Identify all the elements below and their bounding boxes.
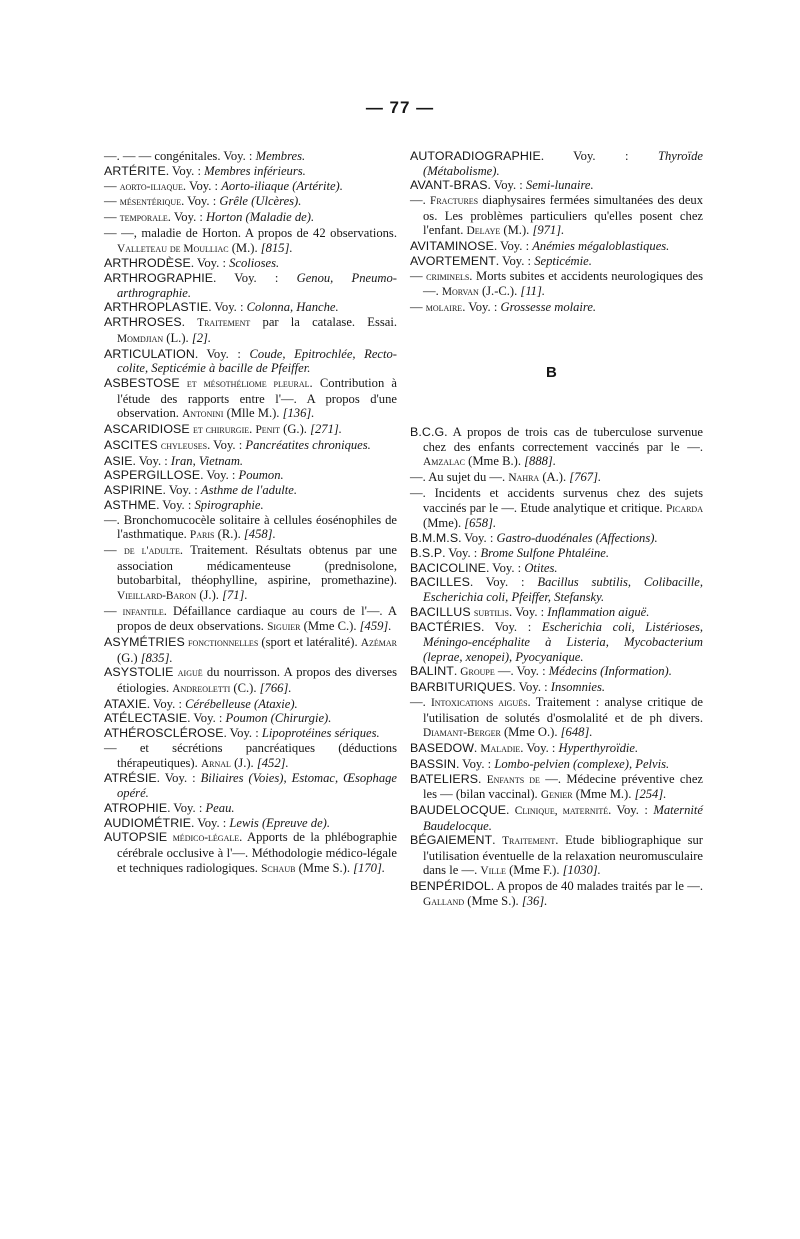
entry-text: —.: [410, 695, 431, 709]
index-entry: [104, 149, 397, 164]
entry-text: .: [506, 802, 515, 817]
index-entry: [104, 543, 397, 603]
entry-keyword: ARTÉRITE: [104, 163, 166, 178]
index-entry: [104, 347, 397, 376]
entry-keyword: BACILLES: [410, 575, 471, 590]
entry-smallcaps: Amzalac: [423, 456, 466, 469]
entry-text: . Voy. :: [167, 800, 206, 815]
entry-crossref: Biliaires (Voies), Estomac, Œsophage opéré.: [117, 771, 398, 800]
entry-reference: [1030].: [562, 863, 601, 878]
entry-text: .: [478, 771, 487, 786]
entry-text: . Morts subites et accidents neurologiques des —.: [423, 268, 703, 299]
entry-reference: [971].: [532, 223, 565, 238]
index-entry: [410, 254, 703, 269]
page-number: — 77 —: [365, 98, 435, 117]
entry-keyword: AUTORADIOGRAPHIE: [410, 149, 541, 163]
index-column-left: [104, 149, 397, 876]
entry-text: (M.).: [228, 240, 261, 255]
entry-smallcaps: Momdjian: [117, 332, 164, 345]
entry-reference: [658].: [464, 516, 497, 531]
entry-text: . Voy. :: [207, 437, 246, 452]
entry-keyword: BASEDOW: [410, 740, 475, 755]
entry-smallcaps: Paris: [189, 529, 215, 542]
entry-crossref: Gastro-duodénales (Affections).: [496, 530, 658, 545]
entry-smallcaps: Galland: [423, 895, 465, 908]
entry-crossref: Colonna, Hanche.: [246, 300, 339, 315]
entry-smallcaps: Vieillard-Baron: [117, 589, 197, 602]
entry-smallcaps: Penit: [255, 423, 280, 436]
index-entry: [410, 178, 703, 193]
entry-text: . Voy. :: [520, 740, 559, 755]
entry-text: —.: [410, 193, 431, 208]
entry-smallcaps: Enfants de: [486, 773, 540, 786]
entry-keyword: ASBESTOSE: [104, 375, 180, 390]
entry-smallcaps: Andreoletti: [172, 682, 231, 695]
entry-smallcaps: Fractures: [430, 195, 479, 208]
index-entry: [410, 803, 703, 833]
entry-text: (R.).: [214, 527, 244, 542]
entry-text: . Voy. :: [487, 178, 526, 193]
index-entry: [410, 620, 703, 664]
entry-keyword: ASCITES: [104, 437, 158, 452]
entry-text: .: [181, 315, 198, 330]
entry-smallcaps: Maladie: [480, 742, 521, 755]
entry-text: . Voy. :: [223, 726, 262, 741]
entry-keyword: ATRÉSIE: [104, 771, 157, 786]
index-entry: [410, 575, 703, 604]
entry-text: . Traitement : analyse critique de l'utilisation de solutés d'osmolalité et de ph divers.: [423, 695, 704, 725]
entry-text: . A propos de 40 malades traités par le —.: [490, 879, 703, 894]
entry-text: . Voy. :: [493, 239, 533, 254]
index-block-a-entries: [410, 149, 703, 316]
entry-text: (Mme S.).: [464, 893, 522, 908]
index-block-b-entries: [410, 425, 703, 909]
index-entry: [104, 697, 397, 712]
index-entry: [104, 454, 397, 469]
entry-text: . Voy. :: [181, 194, 220, 209]
entry-keyword: ASTHME: [104, 497, 157, 512]
entry-text: . Etude bibliographique sur l'utilisation éventuelle de la relaxation neuromusculaire dans le —.: [423, 833, 704, 878]
entry-keyword: ASIE: [104, 453, 133, 468]
entry-smallcaps: criminels: [426, 270, 470, 283]
entry-keyword: BAUDELOCQUE: [410, 802, 507, 817]
entry-text: (Mme C.).: [300, 619, 360, 634]
entry-text: —. Voy. :: [494, 664, 549, 679]
entry-keyword: BACTÉRIES: [410, 620, 482, 635]
entry-crossref: Thyroïde (Métabolisme).: [423, 149, 703, 178]
entry-crossref: Lipoprotéines sériques.: [261, 726, 380, 741]
entry-keyword: ASPIRINE: [104, 483, 163, 498]
entry-crossref: Hyperthyroïdie.: [558, 740, 639, 755]
index-entry: [104, 498, 397, 513]
entry-smallcaps: Schaub: [261, 862, 296, 875]
entry-keyword: ATROPHIE: [104, 800, 168, 815]
index-entry: [410, 486, 703, 531]
entry-smallcaps: infantile: [122, 605, 164, 618]
entry-smallcaps: Traitement: [197, 317, 251, 330]
entry-reference: [36].: [521, 893, 548, 908]
entry-keyword: ARTICULATION: [104, 346, 195, 361]
entry-keyword: ARTHROGRAPHIE: [104, 271, 214, 286]
entry-keyword: ASPERGILLOSE: [104, 468, 201, 483]
entry-crossref: Poumon.: [238, 468, 284, 483]
index-entry: [410, 546, 703, 561]
entry-crossref: Genou, Pneumo-arthrographie.: [117, 271, 397, 300]
entry-crossref: Semi-lunaire.: [525, 178, 594, 193]
index-entry: [104, 226, 397, 256]
entry-crossref: Iran, Vietnam.: [170, 453, 244, 468]
entry-text: [180, 376, 187, 390]
entry-keyword: BACILLUS: [410, 604, 471, 619]
entry-smallcaps: Morvan: [441, 286, 479, 299]
entry-text: . Voy. :: [182, 178, 222, 193]
entry-keyword: AUTOPSIE: [104, 830, 168, 845]
index-entry: [104, 376, 397, 422]
entry-keyword: BÉGAIEMENT: [410, 833, 493, 848]
entry-text: . Voy. :: [512, 680, 551, 695]
entry-text: (A.).: [539, 470, 570, 485]
entry-text: diaphysaires fermées simultanées des deux os. Les problèmes particuliers qu'elles posent chez l'enfant.: [423, 193, 703, 238]
entry-reference: [71].: [222, 587, 248, 602]
index-column-right: [410, 149, 703, 910]
entry-smallcaps: de l'adulte: [123, 545, 180, 557]
entry-text: . Voy. :: [194, 346, 250, 361]
entry-text: (J.-C.).: [478, 284, 521, 299]
entry-reference: [136].: [282, 406, 315, 421]
entry-crossref: Membres inférieurs.: [204, 163, 306, 178]
entry-keyword: ATHÉROSCLÉROSE: [104, 726, 224, 741]
entry-text: . Voy. :: [156, 771, 201, 786]
entry-smallcaps: Intoxications aiguës: [430, 697, 528, 709]
entry-smallcaps: chyleuses: [160, 439, 208, 452]
index-entry: [104, 468, 397, 483]
entry-keyword: ARTHROPLASTIE: [104, 300, 209, 315]
entry-smallcaps: Genier: [540, 789, 573, 802]
index-entry: [410, 239, 703, 254]
entry-text: . Apports de la phlébographie cérébrale occlusive à l'—. Méthodologie médico-légale et techniques radiologiques.: [117, 830, 397, 875]
entry-crossref: Brome Sulfone Phtaléine.: [480, 545, 610, 560]
index-entry: [104, 816, 397, 831]
entry-text: . Voy. :: [540, 149, 658, 163]
entry-text: .: [249, 421, 256, 436]
entry-text: —: [104, 178, 120, 193]
entry-keyword: AVANT-BRAS: [410, 178, 488, 193]
entry-smallcaps: Valleteau de Moulliac: [117, 242, 229, 255]
entry-text: .: [492, 833, 503, 848]
entry-text: (L.).: [163, 330, 192, 345]
index-entry: [410, 680, 703, 695]
index-entry: [104, 665, 397, 696]
entry-crossref: Aorto-iliaque (Artérite).: [221, 178, 343, 193]
entry-reference: [254].: [634, 787, 667, 802]
entry-text: . Voy. :: [187, 711, 226, 726]
index-entry: [104, 635, 397, 665]
entry-text: (M.).: [500, 223, 533, 238]
index-entry: [410, 531, 703, 546]
entry-smallcaps: Traitement: [502, 835, 556, 848]
entry-text: . Voy. :: [132, 453, 171, 468]
entry-smallcaps: temporale: [119, 212, 168, 225]
entry-crossref: Spirographie.: [194, 497, 264, 512]
entry-crossref: Peau.: [205, 800, 235, 815]
entry-text: —. Médecine préventive chez les — (bilan vaccinal).: [423, 771, 704, 802]
entry-smallcaps: fonctionnelles: [188, 636, 259, 649]
index-entry: [104, 830, 397, 876]
entry-smallcaps: Arnal: [200, 757, 231, 770]
entry-text: . Voy. :: [458, 530, 497, 545]
entry-crossref: Otites.: [524, 560, 558, 575]
entry-reference: [648].: [560, 725, 593, 740]
entry-text: —. Incidents et accidents survenus chez des sujets vaccinés par le —. Etude analytique et critique.: [410, 486, 703, 515]
entry-text: (J.).: [196, 587, 223, 602]
index-entry: [410, 833, 703, 879]
entry-text: —. Au sujet du —.: [410, 470, 509, 485]
entry-keyword: ARTHRODÈSE: [104, 256, 191, 271]
entry-text: . Voy. :: [495, 253, 535, 268]
entry-text: . Voy. :: [213, 271, 297, 286]
entry-smallcaps: et mésothéliome pleural: [186, 377, 310, 390]
entry-keyword: ATAXIE: [104, 696, 147, 711]
entry-crossref: Grêle (Ulcères).: [219, 194, 302, 209]
entry-text: . Voy. :: [481, 620, 542, 635]
entry-text: . Défaillance cardiaque au cours de l'—. A propos de deux observations.: [117, 603, 397, 634]
entry-smallcaps: Siguier: [267, 621, 301, 634]
index-entry: [104, 513, 397, 543]
entry-keyword: ARTHROSES: [104, 315, 182, 330]
entry-text: —: [104, 543, 124, 557]
entry-reference: [815].: [260, 240, 293, 255]
entry-text: . Contribution à l'étude des rapports entre l'—. A propos d'une observation.: [117, 375, 398, 421]
entry-text: (Mme S.).: [295, 860, 354, 875]
index-entry: [410, 695, 703, 741]
entry-text: (sport et latéralité).: [258, 634, 361, 649]
entry-text: (G.): [117, 650, 141, 665]
entry-smallcaps: Diamant-Berger: [423, 727, 501, 740]
entry-keyword: AVORTEMENT: [410, 253, 496, 268]
entry-text: (G.).: [280, 421, 311, 436]
entry-text: —: [104, 603, 123, 618]
entry-crossref: Grossesse molaire.: [500, 300, 597, 315]
entry-crossref: Cérébelleuse (Ataxie).: [185, 696, 298, 711]
entry-text: —. Bronchomucocèle solitaire à cellules éosénophiles de l'asthmatique.: [104, 512, 397, 542]
index-entry: [104, 483, 397, 498]
entry-text: . Voy. :: [608, 802, 654, 817]
index-entry: [104, 194, 397, 210]
entry-keyword: ASYMÉTRIES: [104, 634, 185, 649]
entry-keyword: AVITAMINOSE: [410, 239, 494, 254]
index-entry: [104, 726, 397, 741]
entry-smallcaps: subtilis: [473, 606, 509, 619]
index-entry: [104, 256, 397, 271]
index-entry: [410, 470, 703, 486]
entry-crossref: Lombo-pelvien (complexe), Pelvis.: [494, 756, 670, 771]
index-entry: [410, 193, 703, 239]
entry-crossref: Septicémie.: [534, 253, 592, 268]
entry-text: .: [474, 740, 481, 755]
entry-crossref: Maternité Baudelocque.: [423, 802, 704, 833]
entry-text: . Voy. :: [442, 545, 481, 560]
index-entry: [410, 300, 703, 316]
entry-text: (Mme M.).: [572, 787, 635, 802]
entry-text: . Voy. :: [165, 163, 205, 178]
entry-text: . Voy. :: [470, 575, 538, 590]
entry-keyword: BACICOLINE: [410, 560, 487, 575]
entry-text: . Voy. :: [167, 210, 207, 225]
entry-text: (C.).: [230, 680, 260, 695]
entry-text: (J.).: [230, 755, 257, 770]
entry-reference: [888].: [524, 454, 556, 469]
entry-smallcaps: aorto-iliaque: [119, 180, 183, 193]
entry-keyword: ASYSTOLIE: [104, 665, 174, 680]
entry-text: —: [104, 194, 120, 209]
index-entry: [410, 149, 703, 178]
entry-crossref: Horton (Maladie de).: [206, 210, 315, 225]
entry-smallcaps: Clinique, maternité: [514, 804, 609, 817]
index-entry: [410, 741, 703, 757]
entry-keyword: BALINT: [410, 664, 454, 679]
entry-crossref: Médecins (Information).: [548, 664, 672, 679]
entry-text: . Traitement. Résultats obtenus par une association médicamenteuse (prednisolone, butobarbital, théophylline, aspirine, promethazine).: [117, 543, 397, 588]
entry-crossref: Inflammation aiguë.: [547, 604, 650, 619]
entry-keyword: BASSIN: [410, 756, 457, 771]
index-entry: [410, 561, 703, 576]
index-entry: [104, 422, 397, 438]
entry-crossref: Coude, Epitrochlée, Recto-colite, Septicémie à bacille de Pfeiffer.: [117, 346, 398, 376]
entry-keyword: B.M.M.S: [410, 530, 459, 545]
index-entry: [104, 771, 397, 800]
index-entry: [410, 425, 703, 470]
entry-reference: [2].: [191, 330, 212, 345]
entry-reference: [459].: [359, 619, 392, 634]
entry-smallcaps: Antonini: [182, 408, 224, 421]
entry-reference: [452].: [256, 755, 289, 770]
entry-smallcaps: Ville: [480, 865, 506, 878]
entry-text: du nourrisson. A propos des diverses étiologies.: [117, 665, 397, 695]
entry-text: . Voy. :: [486, 560, 525, 575]
entry-text: . Voy. :: [146, 696, 186, 711]
entry-crossref: Scolioses.: [229, 256, 280, 271]
entry-text: . Voy. :: [190, 256, 230, 271]
index-entry: [104, 210, 397, 226]
entry-smallcaps: médico-légale: [172, 832, 240, 845]
entry-smallcaps: et chirurgie: [192, 423, 250, 436]
entry-keyword: BENPÉRIDOL: [410, 879, 491, 894]
index-entry: [104, 801, 397, 816]
entry-text: . Voy. :: [509, 604, 548, 619]
entry-smallcaps: Azémar: [360, 636, 397, 649]
entry-crossref: Bacillus subtilis, Colibacille, Escherichia coli, Pfeiffer, Stefansky.: [423, 575, 703, 604]
index-entry: [104, 179, 397, 195]
entry-crossref: Insomnies.: [550, 680, 605, 695]
entry-reference: [835].: [140, 650, 173, 665]
entry-keyword: BARBITURIQUES: [410, 680, 513, 695]
index-entry: [410, 757, 703, 772]
entry-text: . Voy. :: [200, 468, 239, 483]
entry-text: (Mme).: [423, 516, 465, 531]
entry-keyword: BATELIERS: [410, 771, 479, 786]
index-entry: [104, 300, 397, 315]
entry-keyword: AUDIOMÉTRIE: [104, 815, 192, 830]
entry-text: (Mlle M.).: [223, 406, 283, 421]
entry-text: —: [104, 210, 120, 225]
entry-text: (Mme O.).: [500, 725, 561, 740]
index-entry: [104, 438, 397, 454]
entry-text: . Voy. :: [456, 756, 495, 771]
entry-crossref: Membres.: [255, 149, 306, 163]
index-entry: [410, 879, 703, 909]
entry-smallcaps: Picarda: [665, 502, 703, 515]
entry-keyword: B.C.G: [410, 425, 445, 440]
entry-smallcaps: aiguë: [177, 667, 203, 680]
entry-text: (Mme B.).: [465, 454, 525, 469]
entry-keyword: B.S.P: [410, 545, 443, 560]
index-entry: [104, 271, 397, 300]
entry-crossref: Escherichia coli, Listérioses, Méningo-encéphalite à Listeria, Mycobacterium (leprae, xenopei), Pyocyanique.: [423, 620, 703, 664]
index-entry: [410, 664, 703, 680]
entry-text: — —, maladie de Horton. A propos de 42 observations.: [104, 225, 397, 240]
entry-keyword: ASCARIDIOSE: [104, 421, 190, 436]
entry-text: (Mme F.).: [505, 863, 563, 878]
entry-smallcaps: Delaye: [466, 225, 501, 238]
entry-text: —: [410, 300, 426, 315]
index-entry: [104, 741, 397, 771]
entry-reference: [11].: [520, 284, 546, 299]
entry-reference: [458].: [243, 527, 276, 542]
entry-smallcaps: Groupe: [460, 666, 495, 679]
index-entry: [410, 269, 703, 300]
index-entry: [410, 772, 703, 803]
index-entry: [104, 711, 397, 726]
index-entry: [104, 164, 397, 179]
index-entry: [410, 605, 703, 621]
entry-crossref: Lewis (Epreuve de).: [229, 815, 331, 830]
entry-smallcaps: mésentérique: [119, 196, 182, 209]
entry-text: .: [453, 664, 461, 679]
entry-keyword: ATÉLECTASIE: [104, 711, 188, 726]
entry-text: . Voy. :: [462, 300, 501, 315]
entry-crossref: Asthme de l'adulte.: [200, 483, 297, 498]
entry-crossref: Pancréatites chroniques.: [245, 437, 371, 452]
entry-reference: [766].: [259, 680, 292, 695]
entry-crossref: Poumon (Chirurgie).: [225, 711, 332, 726]
entry-crossref: Anémies mégaloblastiques.: [532, 239, 670, 254]
entry-reference: [271].: [310, 421, 342, 436]
entry-text: —. — — congénitales. Voy. :: [104, 149, 256, 163]
section-heading-b: B: [546, 363, 557, 381]
entry-text: . Voy. :: [208, 300, 247, 315]
entry-text: . Voy. :: [162, 483, 201, 498]
entry-smallcaps: molaire: [425, 302, 463, 315]
entry-smallcaps: Nahra: [508, 472, 540, 485]
entry-text: . Voy. :: [156, 497, 195, 512]
index-entry: [104, 604, 397, 635]
entry-text: —: [410, 268, 427, 283]
entry-text: — et sécrétions pancréatiques (déductions thérapeutiques).: [104, 741, 397, 770]
entry-reference: [767].: [569, 470, 602, 485]
index-entry: [104, 315, 397, 346]
entry-text: par la catalase. Essai.: [250, 315, 397, 330]
entry-text: . A propos de trois cas de tuberculose survenue chez des enfants correctement vaccinés par le —.: [423, 425, 703, 454]
entry-reference: [170].: [353, 860, 385, 875]
entry-text: . Voy. :: [191, 815, 230, 830]
